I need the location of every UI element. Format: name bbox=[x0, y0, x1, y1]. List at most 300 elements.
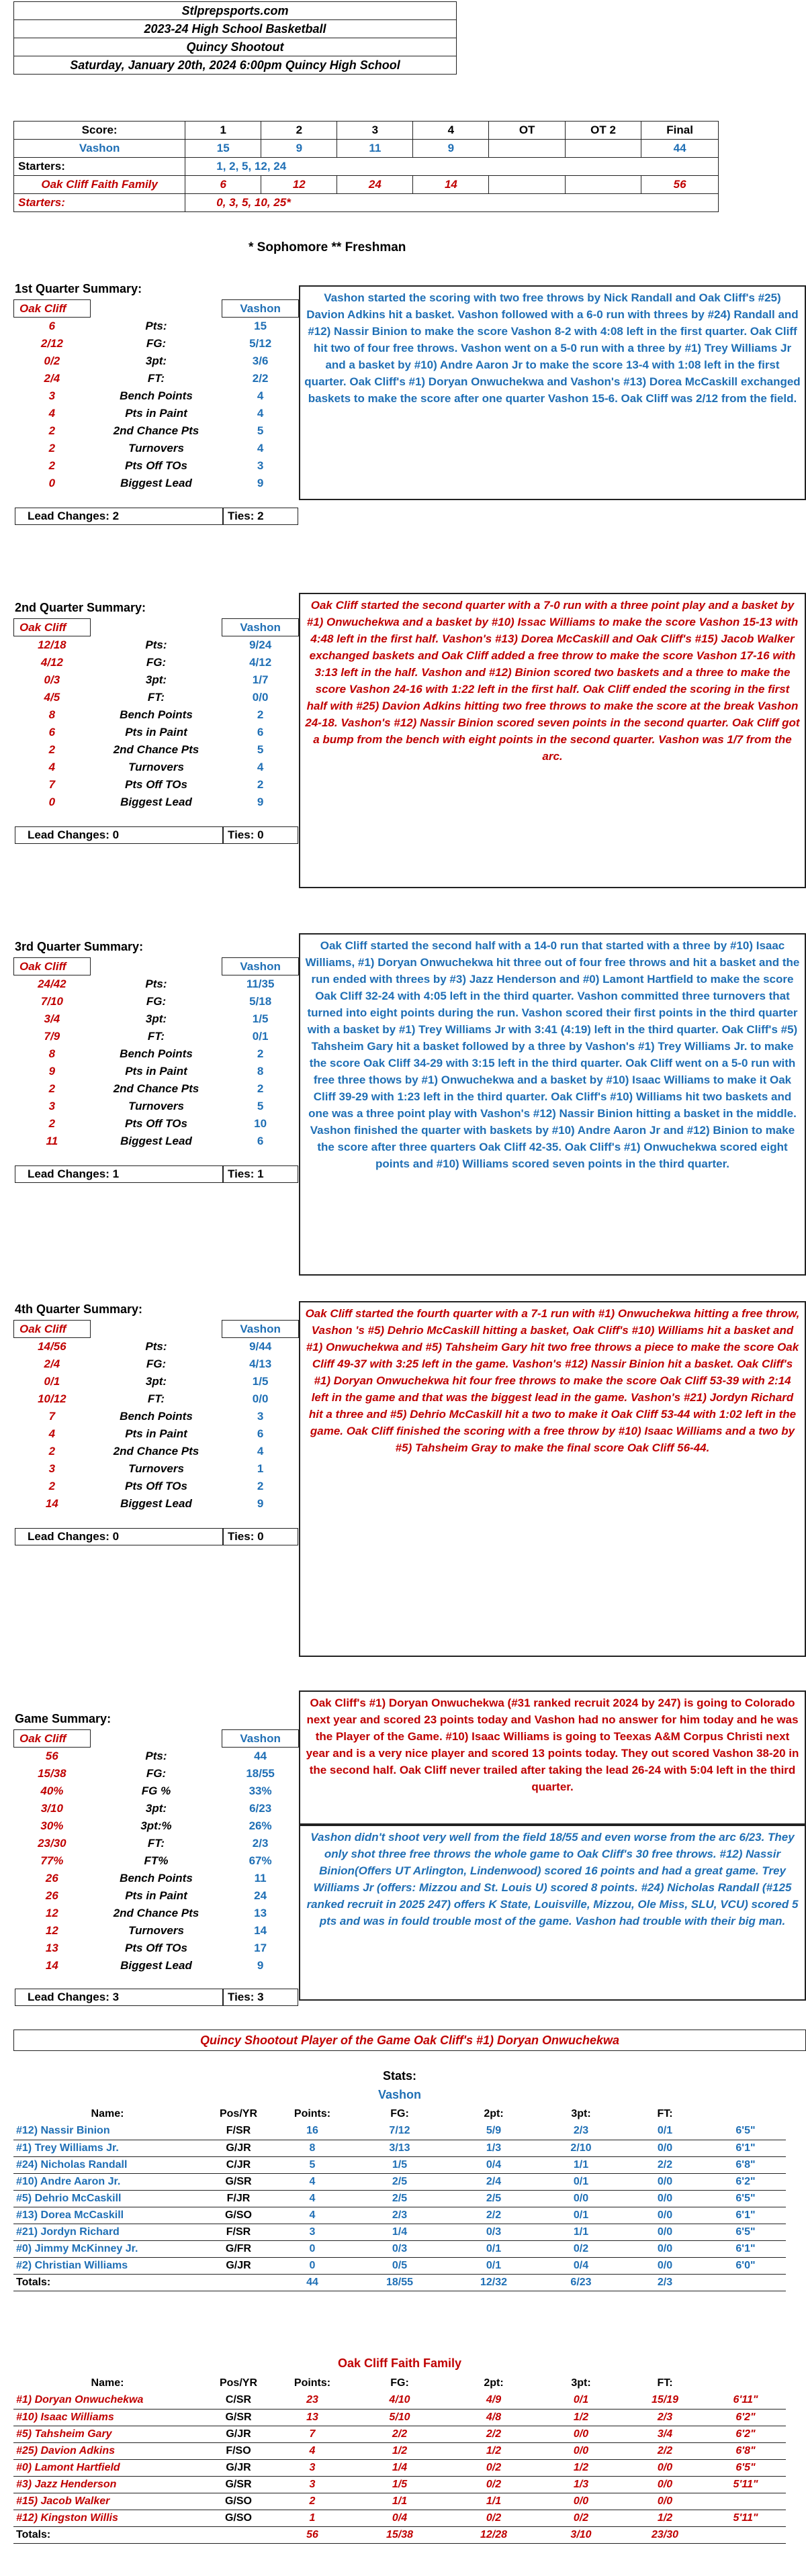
score-oakcliff-cell: 14 bbox=[413, 176, 489, 194]
stat-label: Bench Points bbox=[120, 708, 193, 721]
score-vashon-cell: 44 bbox=[641, 140, 719, 158]
stat-right: 13 bbox=[254, 1906, 267, 1919]
player-stat: G/JR bbox=[202, 2459, 275, 2476]
stat-right: 0/0 bbox=[252, 690, 269, 704]
player-stat: 0/3 bbox=[349, 2240, 450, 2257]
stat-right: 2 bbox=[257, 1047, 264, 1060]
oc-stats-team: Oak Cliff Faith Family bbox=[337, 2356, 462, 2370]
stat-label: 3pt: bbox=[145, 1801, 167, 1815]
player-stat: 3 bbox=[275, 2476, 349, 2493]
lead-changes: Lead Changes: 0 bbox=[15, 826, 223, 844]
stats-header: FG: bbox=[390, 2377, 409, 2389]
stat-label: Pts Off TOs bbox=[125, 1116, 187, 1130]
stat-label: Bench Points bbox=[120, 1871, 193, 1885]
stat-left: 23/30 bbox=[38, 1836, 66, 1850]
player-stat: 0/2 bbox=[450, 2459, 537, 2476]
player-stat: 0/0 bbox=[625, 2224, 705, 2240]
stat-right: 17 bbox=[254, 1941, 267, 1954]
player-stat: 4/8 bbox=[450, 2409, 537, 2426]
stat-left: 2 bbox=[48, 459, 56, 472]
stat-right: 9/24 bbox=[249, 638, 272, 651]
stat-label: Biggest Lead bbox=[120, 795, 192, 808]
stat-left: 0/3 bbox=[44, 673, 60, 686]
team-right: Vashon bbox=[222, 1730, 299, 1748]
player-stat: 6'5" bbox=[705, 2459, 786, 2476]
stat-label: Pts in Paint bbox=[125, 406, 187, 420]
quarter-title: 3rd Quarter Summary: bbox=[15, 940, 144, 953]
player-stat: 0/4 bbox=[450, 2156, 537, 2173]
player-stat: 1/1 bbox=[537, 2224, 625, 2240]
stat-right: 4 bbox=[257, 406, 264, 420]
score-vashon-cell: 9 bbox=[261, 140, 337, 158]
score-vashon-cell bbox=[489, 140, 565, 158]
player-stat: 16 bbox=[275, 2123, 349, 2140]
stat-right: 9 bbox=[257, 795, 264, 808]
player-name: #5) Dehrio McCaskill bbox=[13, 2190, 202, 2207]
player-stat: 4/9 bbox=[450, 2392, 537, 2409]
player-name: #12) Kingston Willis bbox=[13, 2510, 202, 2526]
player-stat: 6'5" bbox=[705, 2123, 786, 2140]
stat-right: 0/0 bbox=[252, 1392, 269, 1405]
player-stat: 0 bbox=[275, 2257, 349, 2274]
player-stat: 8 bbox=[275, 2140, 349, 2156]
player-stat: 6'5" bbox=[705, 2224, 786, 2240]
player-name: #13) Dorea McCaskill bbox=[13, 2207, 202, 2224]
stat-right: 24 bbox=[254, 1889, 267, 1902]
stat-left: 4/12 bbox=[40, 655, 63, 669]
player-stat: 1/4 bbox=[349, 2224, 450, 2240]
player-stat: 0/0 bbox=[625, 2257, 705, 2274]
quarter-title: 4th Quarter Summary: bbox=[15, 1302, 143, 1316]
stat-label: FG: bbox=[146, 1766, 167, 1780]
player-stat: 0/1 bbox=[537, 2173, 625, 2190]
stat-left: 15/38 bbox=[38, 1766, 66, 1780]
lead-changes: Lead Changes: 1 bbox=[15, 1165, 223, 1183]
player-stat: 0/0 bbox=[625, 2140, 705, 2156]
starters-label: Starters: bbox=[14, 194, 185, 212]
player-stat: 2/5 bbox=[349, 2173, 450, 2190]
player-stat: G/SR bbox=[202, 2409, 275, 2426]
totals-stat: 2/3 bbox=[625, 2274, 705, 2291]
stat-left: 4 bbox=[48, 760, 56, 773]
stat-right: 0/1 bbox=[252, 1029, 269, 1043]
team-left: Oak Cliff bbox=[14, 1321, 91, 1338]
player-stat: 0/0 bbox=[625, 2190, 705, 2207]
header-table bbox=[13, 1, 457, 75]
stat-right: 4/12 bbox=[249, 655, 272, 669]
player-stat: 6'2" bbox=[705, 2173, 786, 2190]
stat-right: 2 bbox=[257, 708, 264, 721]
stat-left: 0 bbox=[48, 795, 56, 808]
stat-left: 10/12 bbox=[38, 1392, 66, 1405]
stat-left: 0/2 bbox=[44, 354, 60, 367]
stat-left: 2 bbox=[48, 1082, 56, 1095]
site-title: Stlprepsports.com bbox=[14, 2, 457, 20]
stat-right: 1/5 bbox=[252, 1374, 269, 1388]
player-name: #21) Jordyn Richard bbox=[13, 2224, 202, 2240]
stat-label: FG % bbox=[141, 1784, 171, 1797]
stat-left: 2 bbox=[48, 1444, 56, 1458]
quarter-stats-table bbox=[13, 618, 299, 811]
stat-label: Turnovers bbox=[128, 760, 184, 773]
player-name: #5) Tahsheim Gary bbox=[13, 2426, 202, 2442]
stats-header: FG: bbox=[390, 2108, 409, 2119]
stat-left: 2/4 bbox=[44, 371, 60, 385]
player-stat: 0/0 bbox=[625, 2207, 705, 2224]
score-table bbox=[13, 121, 719, 212]
stat-left: 30% bbox=[40, 1819, 64, 1832]
game-stats-table bbox=[13, 1729, 299, 1974]
team-right: Vashon bbox=[222, 958, 299, 975]
player-stat: 4 bbox=[275, 2442, 349, 2459]
player-stat: 3/13 bbox=[349, 2140, 450, 2156]
stat-right: 1/7 bbox=[252, 673, 269, 686]
stat-label: 3pt: bbox=[145, 1374, 167, 1388]
player-stat: 0/4 bbox=[349, 2510, 450, 2526]
stat-left: 40% bbox=[40, 1784, 64, 1797]
stat-label: Pts in Paint bbox=[125, 1427, 187, 1440]
stat-left: 0 bbox=[48, 476, 56, 489]
score-col-header: 1 bbox=[185, 122, 261, 140]
player-stat: 2/4 bbox=[450, 2173, 537, 2190]
stat-right: 10 bbox=[254, 1116, 267, 1130]
stat-label: Pts Off TOs bbox=[125, 1941, 187, 1954]
team-right: Vashon bbox=[222, 619, 299, 636]
totals-stat: 18/55 bbox=[349, 2274, 450, 2291]
stat-left: 12/18 bbox=[38, 638, 66, 651]
stat-right: 8 bbox=[257, 1064, 264, 1078]
player-stat: 2/3 bbox=[349, 2207, 450, 2224]
player-stat: 5'11" bbox=[705, 2476, 786, 2493]
stat-left: 26 bbox=[45, 1889, 58, 1902]
stats-header: Points: bbox=[294, 2377, 331, 2389]
stat-label: Pts Off TOs bbox=[125, 1479, 187, 1492]
player-of-the-game: Quincy Shootout Player of the Game Oak Cliff's #1) Doryan Onwuchekwa bbox=[13, 2030, 806, 2051]
stats-header: 2pt: bbox=[484, 2108, 504, 2119]
player-stat: 2 bbox=[275, 2493, 349, 2510]
player-name: #10) Isaac Williams bbox=[13, 2409, 202, 2426]
player-stat: 0/1 bbox=[625, 2123, 705, 2140]
stat-left: 2/12 bbox=[40, 336, 63, 350]
player-stat: G/SR bbox=[202, 2173, 275, 2190]
player-stat: 2/2 bbox=[625, 2156, 705, 2173]
player-name: #1) Doryan Onwuchekwa bbox=[13, 2392, 202, 2409]
player-name: #15) Jacob Walker bbox=[13, 2493, 202, 2510]
score-col-header: 2 bbox=[261, 122, 337, 140]
player-stat: 4/10 bbox=[349, 2392, 450, 2409]
stat-right: 9 bbox=[257, 1496, 264, 1510]
stats-header: Pos/YR bbox=[219, 2108, 257, 2119]
ties: Ties: 2 bbox=[223, 508, 298, 525]
score-vashon-cell bbox=[565, 140, 641, 158]
stat-left: 3 bbox=[48, 1462, 56, 1475]
player-stat: 0/2 bbox=[537, 2510, 625, 2526]
player-stat: F/SR bbox=[202, 2224, 275, 2240]
totals-stat: 12/32 bbox=[450, 2274, 537, 2291]
player-stat: G/JR bbox=[202, 2426, 275, 2442]
stat-label: Biggest Lead bbox=[120, 1496, 192, 1510]
stat-right: 6 bbox=[257, 1134, 264, 1147]
player-stat: 5'11" bbox=[705, 2510, 786, 2526]
player-stat: 6'2" bbox=[705, 2409, 786, 2426]
score-col-header: OT 2 bbox=[565, 122, 641, 140]
stat-left: 6 bbox=[48, 725, 56, 738]
stat-left: 2 bbox=[48, 1116, 56, 1130]
stat-label: Biggest Lead bbox=[120, 476, 192, 489]
player-stat: 1/5 bbox=[349, 2156, 450, 2173]
stat-left: 7 bbox=[48, 1409, 56, 1423]
player-stat: 2/5 bbox=[349, 2190, 450, 2207]
stat-right: 5 bbox=[257, 743, 264, 756]
stats-header bbox=[705, 2105, 786, 2123]
stat-left: 2 bbox=[48, 743, 56, 756]
stat-label: Pts Off TOs bbox=[125, 777, 187, 791]
stat-label: Turnovers bbox=[128, 1462, 184, 1475]
stat-left: 11 bbox=[46, 1134, 58, 1147]
player-stat: 2/3 bbox=[537, 2123, 625, 2140]
ties: Ties: 1 bbox=[223, 1165, 298, 1183]
score-oakcliff-cell: 6 bbox=[185, 176, 261, 194]
quarter-narrative: Vashon started the scoring with two free throws by Nick Randall and Oak Cliff's #25) Davion Adkins hit a basket. Vashon followed with a 6-0 run with threes by #24) Randall and #12) Nassir Binion to make the score Vashon 8-2 with 4:08 left in the first quarter. Oak Cliff hit two of four free throws. Vashon went on a 5-0 run with a three by #1) Trey Williams Jr and a basket by #10) Andre Aaron Jr to make the score 13-4 with 1:08 left in the first quarter. Oak Cliff's #1) Doryan Onwuchekwa and Vashon's #13) Dorea McCaskill exchanged baskets to make the score after one quarter Vashon 15-6. Oak Cliff was 2/12 from the field. bbox=[299, 285, 806, 500]
stat-label: Turnovers bbox=[128, 441, 184, 455]
stat-right: 5/12 bbox=[249, 336, 272, 350]
stat-right: 11 bbox=[254, 1871, 267, 1885]
quarter-narrative: Oak Cliff started the fourth quarter with a 7-1 run with #1) Onwuchekwa hitting a free throw, Vashon 's #5) Dehrio McCaskill hitting a basket, Oak Cliff's #10) Williams hit a basket and #1) Onwuchekwa and #5) Tahsheim Gary hit two free throws a piece to make the score Oak Cliff 49-37 with 3:25 left in the game. Vashon's #12) Nassir Binion hit a basket. Oak Cliff's #1) Doryan Onwuchekwa hit four free throws to make the score Oak Cliff 53-39 with 2:14 left in the game and that was the biggest lead in the game. Vashon's #21) Jordyn Richard hit a three and #5) Dehrio McCaskill hit a two to make it Oak Cliff 53-44 with 1:02 left in the game. Oak Cliff finished the scoring with a free throw by #10) Isaac Williams and a two by #5) Tahsheim Gray to make the final score Oak Cliff 56-44. bbox=[299, 1301, 806, 1657]
player-stat: 15/19 bbox=[625, 2392, 705, 2409]
stat-right: 3/6 bbox=[252, 354, 269, 367]
score-oakcliff-cell bbox=[489, 176, 565, 194]
player-stat: 6'1" bbox=[705, 2140, 786, 2156]
player-stat: 7/12 bbox=[349, 2123, 450, 2140]
player-stat: 7 bbox=[275, 2426, 349, 2442]
game-summary-title: Game Summary: bbox=[15, 1712, 111, 1725]
stat-label: Pts in Paint bbox=[125, 1064, 187, 1078]
stat-left: 12 bbox=[45, 1906, 58, 1919]
player-stat: 2/3 bbox=[625, 2409, 705, 2426]
stat-left: 14/56 bbox=[38, 1339, 66, 1353]
player-stat: 1/2 bbox=[537, 2409, 625, 2426]
totals-label: Totals: bbox=[13, 2526, 202, 2543]
player-stat: 0/5 bbox=[349, 2257, 450, 2274]
stat-right: 11/35 bbox=[246, 977, 275, 990]
player-stat: 0/0 bbox=[537, 2426, 625, 2442]
player-stat: 2/5 bbox=[450, 2190, 537, 2207]
stat-label: FT: bbox=[147, 690, 165, 704]
score-vashon-cell: 9 bbox=[413, 140, 489, 158]
stat-left: 3 bbox=[48, 389, 56, 402]
stat-right: 4 bbox=[257, 389, 264, 402]
stat-label: 2nd Chance Pts bbox=[113, 743, 199, 756]
stat-right: 15 bbox=[254, 319, 267, 332]
stat-left: 56 bbox=[45, 1749, 58, 1762]
stat-label: 3pt: bbox=[145, 1012, 167, 1025]
player-stat: 0/2 bbox=[450, 2510, 537, 2526]
starters-vashon: 1, 2, 5, 12, 24 bbox=[185, 158, 719, 176]
stat-label: 2nd Chance Pts bbox=[113, 1444, 199, 1458]
player-stat: 1/1 bbox=[349, 2493, 450, 2510]
stat-left: 2 bbox=[48, 441, 56, 455]
player-stat: 5/9 bbox=[450, 2123, 537, 2140]
stats-header: FT: bbox=[657, 2108, 673, 2119]
stat-right: 6/23 bbox=[249, 1801, 272, 1815]
stat-left: 24/42 bbox=[38, 977, 66, 990]
stats-header: Pos/YR bbox=[219, 2377, 257, 2389]
score-oakcliff-cell: 12 bbox=[261, 176, 337, 194]
stat-right: 2/2 bbox=[252, 371, 269, 385]
stat-label: 3pt: bbox=[145, 354, 167, 367]
player-stat: F/SO bbox=[202, 2442, 275, 2459]
stat-right: 5/18 bbox=[249, 994, 272, 1008]
player-stat: 2/2 bbox=[450, 2207, 537, 2224]
totals-stat bbox=[202, 2526, 275, 2543]
player-stat: 0/0 bbox=[537, 2442, 625, 2459]
score-team-oakcliff: Oak Cliff Faith Family bbox=[14, 176, 185, 194]
team-left: Oak Cliff bbox=[14, 1730, 91, 1748]
player-stat: 4 bbox=[275, 2173, 349, 2190]
player-stat: 1/2 bbox=[450, 2442, 537, 2459]
stat-label: Pts in Paint bbox=[125, 725, 187, 738]
stat-right: 9/44 bbox=[249, 1339, 272, 1353]
stats-header: Name: bbox=[91, 2108, 124, 2119]
player-stat: 1/2 bbox=[625, 2510, 705, 2526]
stat-label: Pts in Paint bbox=[125, 1889, 187, 1902]
vashon-stats-team: Vashon bbox=[377, 2088, 422, 2101]
player-stat: 0/0 bbox=[625, 2173, 705, 2190]
stat-label: FG: bbox=[146, 336, 167, 350]
stat-right: 4 bbox=[257, 760, 264, 773]
player-stat: 6'1" bbox=[705, 2207, 786, 2224]
stat-left: 8 bbox=[48, 708, 56, 721]
player-name: #12) Nassir Binion bbox=[13, 2123, 202, 2140]
ties: Ties: 0 bbox=[223, 1528, 298, 1545]
game-narrative-oakcliff: Oak Cliff's #1) Doryan Onwuchekwa (#31 ranked recruit 2024 by 247) is going to Colorado next year and scored 23 points today and Vashon had no answer for him today and he was the Player of the Game. #10) Isaac Williams is going to Teexas A&M Corpus Christi next year and is a very nice player and scored 13 points today. They out scored Vashon 38-20 in the second half. Oak Cliff never trailed after taking the lead 26-24 with 5:04 left in the third quarter. bbox=[299, 1690, 806, 1825]
player-stat: 4 bbox=[275, 2207, 349, 2224]
stat-label: Pts: bbox=[145, 319, 167, 332]
player-stat: 6'1" bbox=[705, 2240, 786, 2257]
stat-label: Biggest Lead bbox=[120, 1958, 192, 1972]
stat-left: 9 bbox=[48, 1064, 56, 1078]
ties: Ties: 0 bbox=[223, 826, 298, 844]
player-name: #25) Davion Adkins bbox=[13, 2442, 202, 2459]
player-name: #1) Trey Williams Jr. bbox=[13, 2140, 202, 2156]
player-stat: 0/0 bbox=[625, 2476, 705, 2493]
totals-stat: 23/30 bbox=[625, 2526, 705, 2543]
stat-label: Turnovers bbox=[128, 1099, 184, 1112]
score-oakcliff-cell bbox=[565, 176, 641, 194]
team-left: Oak Cliff bbox=[14, 300, 91, 318]
player-stat: 1 bbox=[275, 2510, 349, 2526]
stat-right: 18/55 bbox=[246, 1766, 275, 1780]
quarter-stats-table bbox=[13, 299, 299, 492]
stat-left: 2/4 bbox=[44, 1357, 60, 1370]
quarter-title: 2nd Quarter Summary: bbox=[15, 601, 146, 614]
stat-label: FT: bbox=[147, 1029, 165, 1043]
player-stat: 23 bbox=[275, 2392, 349, 2409]
team-left: Oak Cliff bbox=[14, 619, 91, 636]
totals-label: Totals: bbox=[13, 2274, 202, 2291]
player-stat: G/SO bbox=[202, 2510, 275, 2526]
starters-oakcliff: 0, 3, 5, 10, 25* bbox=[185, 194, 719, 212]
score-vashon-cell: 15 bbox=[185, 140, 261, 158]
player-stat: 13 bbox=[275, 2409, 349, 2426]
stat-left: 0/1 bbox=[44, 1374, 60, 1388]
player-stat bbox=[705, 2493, 786, 2510]
stat-right: 6 bbox=[257, 725, 264, 738]
player-stat: 2/2 bbox=[625, 2442, 705, 2459]
stat-label: FT: bbox=[147, 371, 165, 385]
stat-right: 3 bbox=[257, 459, 264, 472]
quarter-narrative: Oak Cliff started the second quarter with a 7-0 run with a three point play and a basket by #1) Onwuchekwa and a basket by #10) Issac Williams to make the score Vashon 15-13 with 4:48 left in the first half. Vashon's #13) Dorea McCaskill and Oak Cliff's #15) Jacob Walker exchanged baskets and Oak Cliff added a free throw to make the score Vashon 17-16 with 3:13 left in the half. Vashon and #12) Binion scored two baskets and a three to make the score Vashon 24-16 with 1:22 left in the first half. Oak Cliff ended the scoring in the first half with #25) Davion Adkins hitting two free throws to make the score at the break Vashon 24-18. Vashon's #12) Nassir Binion scored seven points in the second quarter. Oak Cliff got a bump from the bench with eight points in the second quarter. Vashon was 1/7 from the arc. bbox=[299, 593, 806, 888]
totals-stat bbox=[202, 2274, 275, 2291]
team-left: Oak Cliff bbox=[14, 958, 91, 975]
totals-stat bbox=[705, 2274, 786, 2291]
player-stat: F/SR bbox=[202, 2123, 275, 2140]
stat-label: FT: bbox=[147, 1392, 165, 1405]
player-stat: 1/1 bbox=[450, 2493, 537, 2510]
stats-header: FT: bbox=[657, 2377, 673, 2389]
player-stat: 3 bbox=[275, 2224, 349, 2240]
player-name: #0) Jimmy McKinney Jr. bbox=[13, 2240, 202, 2257]
stat-right: 26% bbox=[249, 1819, 272, 1832]
season-title: 2023-24 High School Basketball bbox=[14, 20, 457, 38]
player-stat: 3/4 bbox=[625, 2426, 705, 2442]
stat-right: 4/13 bbox=[249, 1357, 272, 1370]
player-stat: 1/4 bbox=[349, 2459, 450, 2476]
stat-label: Biggest Lead bbox=[120, 1134, 192, 1147]
player-stat: 0/1 bbox=[450, 2257, 537, 2274]
stat-right: 3 bbox=[257, 1409, 264, 1423]
stat-left: 3/10 bbox=[40, 1801, 63, 1815]
stat-label: 2nd Chance Pts bbox=[113, 1082, 199, 1095]
stats-header: Name: bbox=[91, 2377, 124, 2389]
stat-right: 33% bbox=[249, 1784, 272, 1797]
stats-header: 2pt: bbox=[484, 2377, 504, 2389]
player-stat: 0/1 bbox=[450, 2240, 537, 2257]
player-stat: G/JR bbox=[202, 2257, 275, 2274]
stat-right: 6 bbox=[257, 1427, 264, 1440]
score-team-vashon: Vashon bbox=[14, 140, 185, 158]
stat-label: FG: bbox=[146, 1357, 167, 1370]
player-name: #0) Lamont Hartfield bbox=[13, 2459, 202, 2476]
stat-right: 9 bbox=[257, 476, 264, 489]
player-stat: 2/2 bbox=[450, 2426, 537, 2442]
ties: Ties: 3 bbox=[223, 1989, 298, 2006]
score-vashon-cell: 11 bbox=[337, 140, 413, 158]
oc-stats-table bbox=[13, 2375, 786, 2544]
stat-label: Pts: bbox=[145, 638, 167, 651]
player-stat: 5 bbox=[275, 2156, 349, 2173]
stat-label: Pts: bbox=[145, 977, 167, 990]
stat-right: 1 bbox=[257, 1462, 264, 1475]
player-stat: G/JR bbox=[202, 2140, 275, 2156]
stat-right: 14 bbox=[254, 1923, 267, 1937]
stat-label: FG: bbox=[146, 655, 167, 669]
stat-right: 2/3 bbox=[252, 1836, 269, 1850]
player-stat: 2/2 bbox=[349, 2426, 450, 2442]
lead-changes: Lead Changes: 2 bbox=[15, 508, 223, 525]
player-stat: 1/5 bbox=[349, 2476, 450, 2493]
player-stat: 5/10 bbox=[349, 2409, 450, 2426]
stats-header: Points: bbox=[294, 2108, 331, 2119]
stat-left: 6 bbox=[48, 319, 56, 332]
stats-header: 3pt: bbox=[571, 2108, 591, 2119]
stat-left: 4 bbox=[48, 406, 56, 420]
player-stat: F/JR bbox=[202, 2190, 275, 2207]
player-name: #10) Andre Aaron Jr. bbox=[13, 2173, 202, 2190]
stat-label: Bench Points bbox=[120, 1047, 193, 1060]
player-stat: C/SR bbox=[202, 2392, 275, 2409]
team-right: Vashon bbox=[222, 300, 299, 318]
